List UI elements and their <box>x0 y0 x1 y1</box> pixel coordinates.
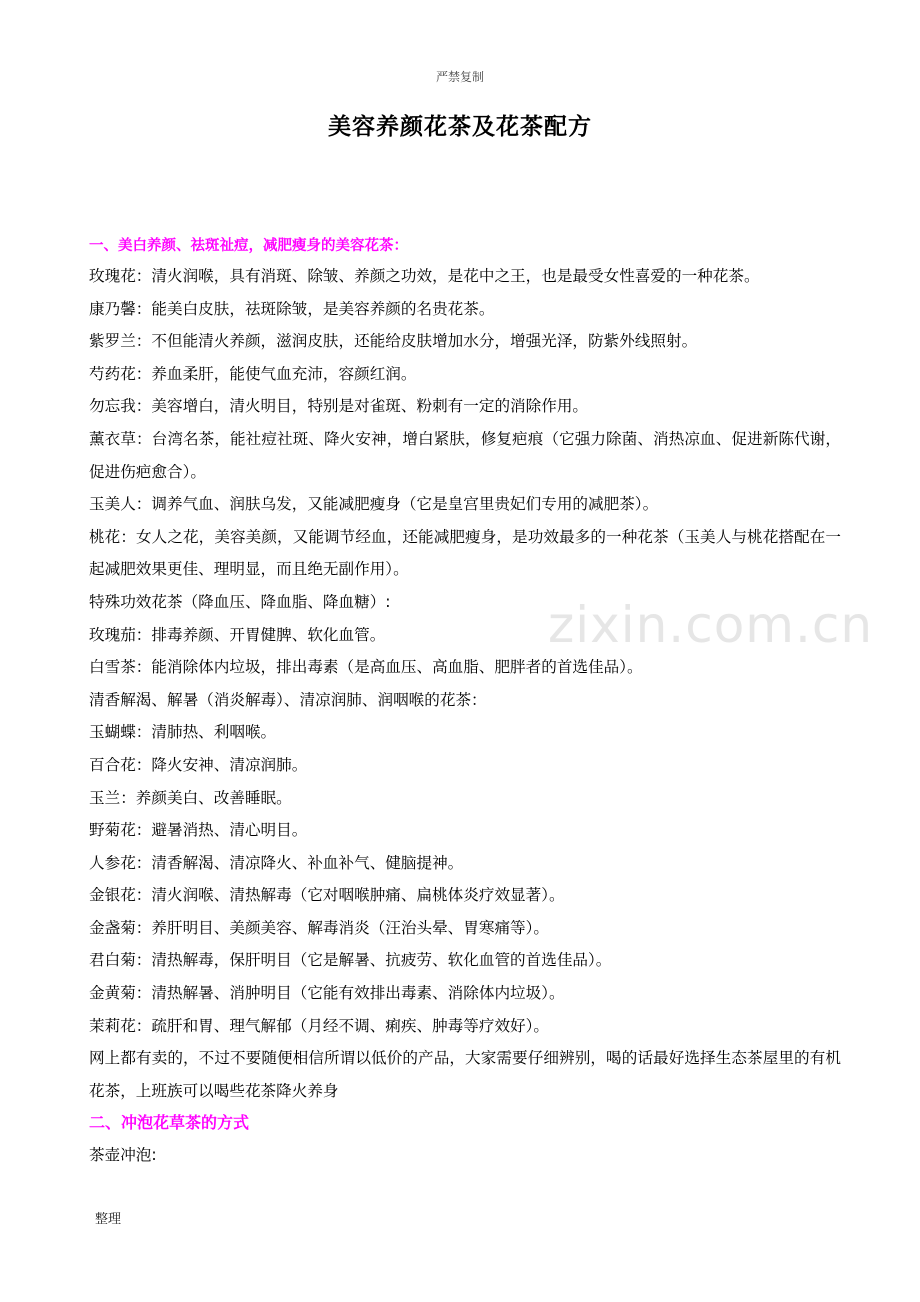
paragraph-calendula: 金盏菊：养肝明目、美颜美容、解毒消炎（汪治头晕、胃寒痛等）。 <box>89 918 550 937</box>
paragraph-wild-chrysanthemum: 野菊花：避暑消热、清心明目。 <box>89 821 308 840</box>
section-heading-2: 二、冲泡花草茶的方式 <box>89 1113 250 1133</box>
paragraph-rose: 玫瑰花：清火润喉，具有消斑、除皱、养颜之功效，是花中之王，也是最受女性喜爱的一种花茶。 <box>89 267 760 285</box>
document-title: 美容养颜花茶及花茶配方 <box>328 114 592 140</box>
paragraph-jade-butterfly: 玉蝴蝶：清肺热、利咽喉。 <box>89 723 277 742</box>
paragraph-magnolia: 玉兰：养颜美白、改善睡眠。 <box>89 788 292 807</box>
paragraph-ginseng-flower: 人参花：清香解渴、清凉降火、补血补气、健脑提神。 <box>89 853 464 872</box>
paragraph-carnation: 康乃馨：能美白皮肤，祛斑除皱，是美容养颜的名贵花茶。 <box>89 299 495 318</box>
paragraph-teapot-brewing: 茶壶冲泡: <box>89 1146 157 1165</box>
paragraph-violet: 紫罗兰：不但能清火养颜，滋润皮肤，还能给皮肤增加水分，增强光泽，防紫外线照射。 <box>89 332 698 351</box>
page-footer-note: 整理 <box>95 1212 122 1227</box>
watermark-text: zixin.com.cn <box>548 596 874 654</box>
page-header-note: 严禁复制 <box>435 70 484 84</box>
paragraph-refreshing-tea: 清香解渴、解暑（消炎解毒）、清凉润肺、润咽喉的花茶： <box>89 690 487 709</box>
paragraph-forget-me-not: 勿忘我：美容增白，清火明目，特别是对雀斑、粉刺有一定的消除作用。 <box>89 397 589 416</box>
paragraph-peony: 芍药花：养血柔肝，能使气血充沛，容颜红润。 <box>89 364 417 383</box>
paragraph-white-chrysanthemum: 君白菊：清热解毒，保肝明目（它是解暑、抗疲劳、软化血管的首选佳品）。 <box>89 951 612 970</box>
paragraph-special-tea: 特殊功效花茶（降血压、降血脂、降血糖）: <box>89 592 391 611</box>
paragraph-lily: 百合花：降火安神、清凉润肺。 <box>89 755 308 774</box>
paragraph-lavender: 薰衣草：台湾名茶，能社痘社斑、降火安神，增白紧肤，修复疤痕（它强力除菌、消热凉血、促进新陈代谢，促进伤疤愈合）。 <box>89 429 841 481</box>
paragraph-yumeiren: 玉美人：调养气血、润肤乌发，又能减肥瘦身（它是皇宫里贵妃们专用的减肥茶）。 <box>89 495 659 514</box>
document-body <box>89 233 841 1172</box>
paragraph-honeysuckle: 金银花：清火润喉、清热解毒（它对咽喉肿痛、扁桃体炎疗效显著）。 <box>89 886 565 905</box>
paragraph-peach-blossom: 桃花：女人之花，美容美颜，又能调节经血，还能减肥瘦身，是功效最多的一种花茶（玉美人与桃花搭配在一起减肥效果更佳、理明显，而且绝无副作用）。 <box>89 527 841 579</box>
paragraph-golden-chrysanthemum: 金黄菊：清热解暑、消肿明目（它能有效排出毒素、消除体内垃圾）。 <box>89 984 565 1003</box>
paragraph-snow-tea: 白雪茶：能消除体内垃圾，排出毒素（是高血压、高血脂、肥胖者的首选佳品）。 <box>89 658 643 677</box>
section-heading-1: 一、美白养颜、祛斑祉痘，减肥瘦身的美容花茶： <box>89 238 408 254</box>
paragraph-roselle: 玫瑰茄：排毒养颜、开胃健脾、软化血管。 <box>89 625 386 644</box>
paragraph-buying-advice: 网上都有卖的，不过不要随便相信所谓以低价的产品，大家需要仔细辨别，喝的话最好选择生态茶屋里的有机花茶，上班族可以喝些花茶降火养身 <box>89 1049 841 1100</box>
paragraph-jasmine: 茉莉花：疏肝和胃、理气解郁（月经不调、痢疾、肿毒等疗效好）。 <box>89 1016 550 1035</box>
